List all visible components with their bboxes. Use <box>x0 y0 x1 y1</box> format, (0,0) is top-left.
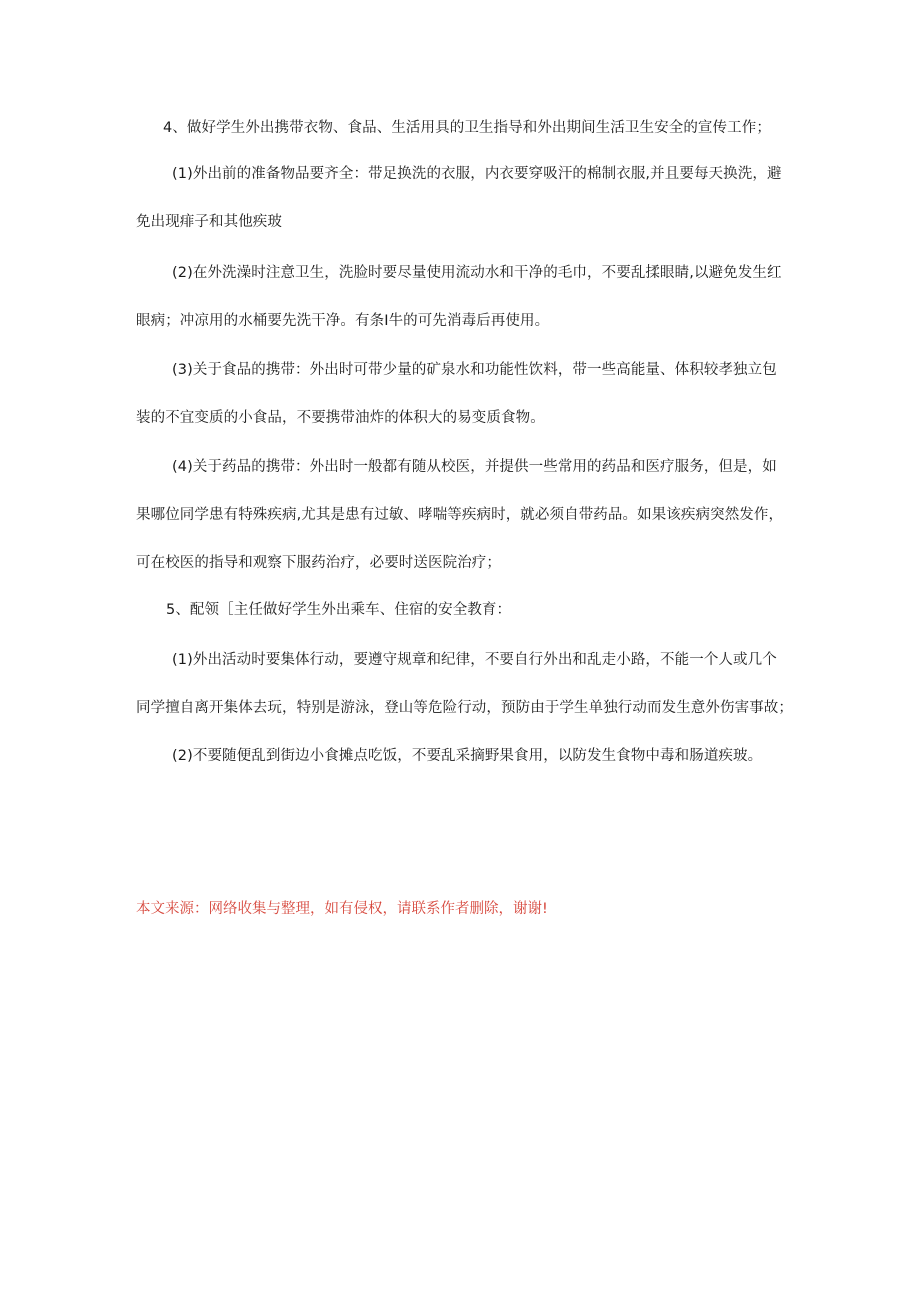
item-4-2-line-2: 眼病；冲凉用的水桶要先洗干净。有条I牛的可先消毒后再使用。 <box>136 313 550 329</box>
section-4-heading: 4、做好学生外出携带衣物、食品、生活用具的卫生指导和外出期间生活卫生安全的宣传工作； <box>163 120 771 136</box>
item-4-4-line-1: (4)关于药品的携带：外出时一般都有随从校医，并提供一些常用的药品和医疗服务，但是，如 <box>172 459 777 475</box>
item-4-4-line-3: 可在校医的指导和观察下服药治疗，必要时送医院治疗； <box>136 555 501 571</box>
item-4-3-line-2: 装的不宜变质的小食品，不要携带油炸的体积大的易变质食物。 <box>136 410 545 426</box>
item-4-4-line-2: 果哪位同学患有特殊疾病,尤其是患有过敏、哮喘等疾病时，就必须自带药品。如果该疾病突然发作， <box>136 507 784 523</box>
source-disclaimer: 本文来源：网络收集与整理，如有侵权，请联系作者删除，谢谢! <box>136 901 548 917</box>
item-5-1-line-1: (1)外出活动时要集体行动，要遵守规章和纪律，不要自行外出和乱走小路，不能一个人或几个 <box>172 652 777 668</box>
item-4-1-line-2: 免出现痱子和其他疾玻 <box>136 214 282 230</box>
item-5-1-line-2: 同学擅自离开集体去玩，特别是游泳，登山等危险行动，预防由于学生单独行动而发生意外伤害事故； <box>136 700 793 716</box>
item-5-2-line-1: (2)不要随便乱到街边小食摊点吃饭，不要乱采摘野果食用，以防发生食物中毒和肠道疾玻。 <box>172 748 763 764</box>
item-4-1-line-1: (1)外出前的准备物品要齐全：带足换洗的衣服，内衣要穿吸汗的棉制衣服,并且要每天换洗，避 <box>172 166 782 182</box>
section-5-heading: 5、配领［主任做好学生外出乘车、住宿的安全教育： <box>166 602 512 618</box>
item-4-2-line-1: (2)在外洗澡时注意卫生，洗脸时要尽量使用流动水和干净的毛巾，不要乱揉眼睛,以避免发生红 <box>172 265 782 281</box>
item-4-3-line-1: (3)关于食品的携带：外出时可带少量的矿泉水和功能性饮料，带一些高能量、体积较孝独立包 <box>172 362 777 378</box>
